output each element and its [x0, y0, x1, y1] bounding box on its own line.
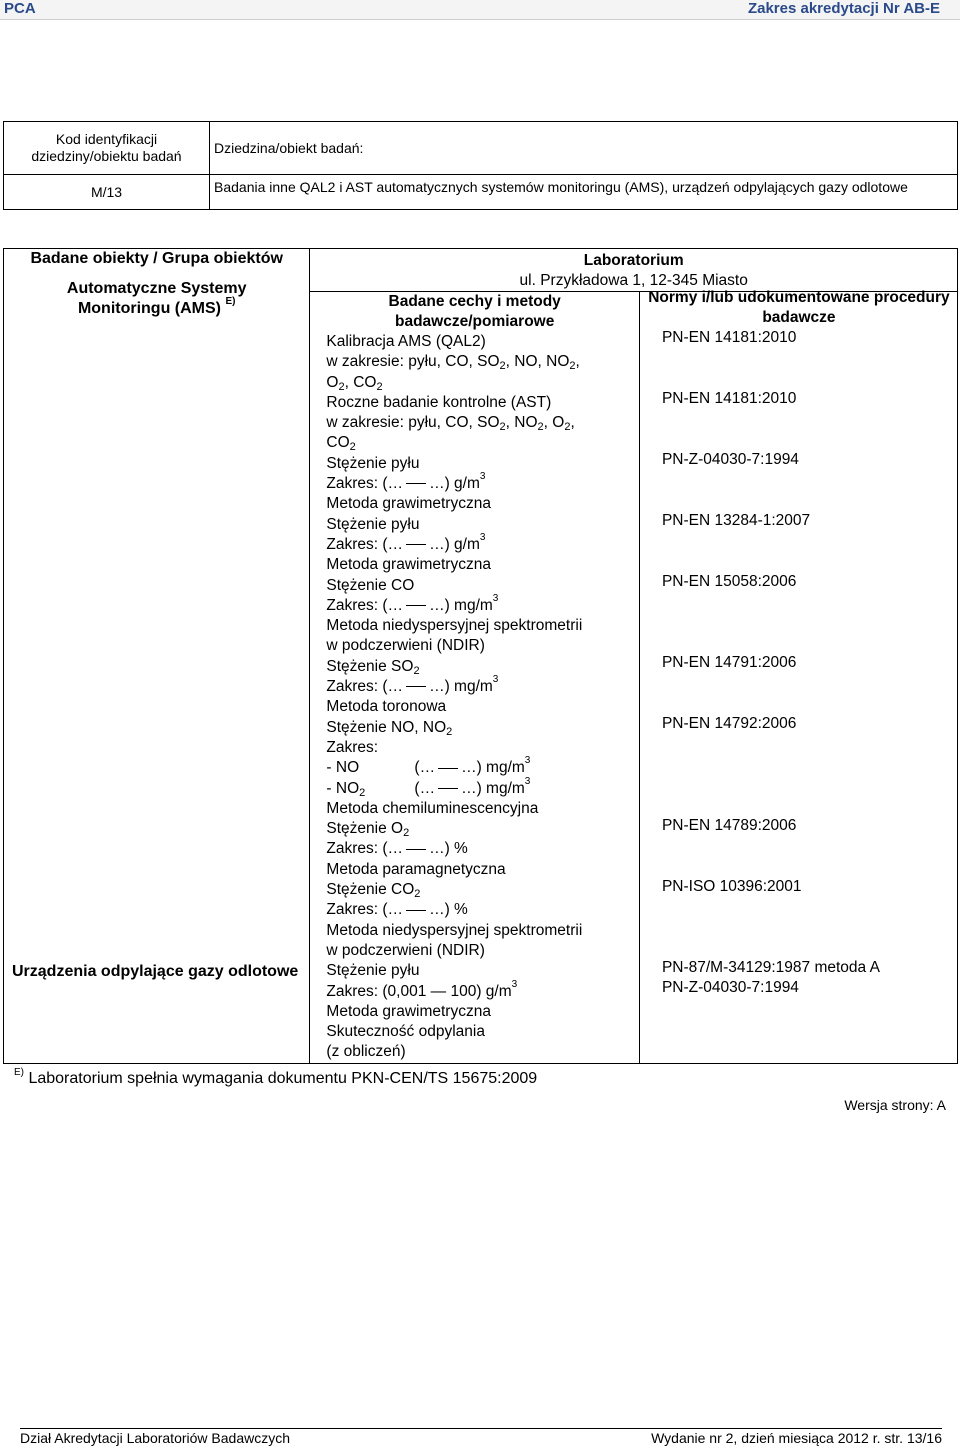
norm-11: PN-Z-04030-7:1994 [661, 979, 799, 996]
footnote: $^{E)}$ Laboratorium spełnia wymagania dokumentu PKN-CEN/TS 15675:2009 [14, 1067, 538, 1087]
code-label: Kod identyfikacji dziedziny/obiektu badań [4, 122, 210, 175]
method-o2: Stężenie $O_2$ Zakres: (… …) % Metoda paramagnetyczna [326, 820, 506, 878]
method-dust-2: Stężenie pyłu Zakres: (… …) $g/m^3$ Metoda grawimetryczna [326, 515, 491, 574]
method-co: Stężenie CO Zakres: (… …) $mg/m^3$ Metoda niedyspersyjnej spektrometrii w podczerwieni (NDIR) [326, 576, 583, 655]
footer-department: Dział Akredytacji Laboratoriów Badawczych [20, 1430, 291, 1446]
objects-header: Badane obiekty / Grupa obiektów [30, 250, 283, 267]
norm-7: PN-EN 14792:2006 [661, 715, 797, 732]
header-org: PCA [4, 0, 36, 17]
norms-column [639, 289, 957, 1064]
field-value: Badania inne QAL2 i AST automatycznych systemów monitoringu (AMS), urządzeń odpylających gazy odlotowe [210, 175, 958, 210]
page-footer [20, 1428, 942, 1446]
identification-table [3, 121, 958, 210]
norm-2: PN-EN 14181:2010 [661, 390, 797, 407]
norms-header: Normy i/lub udokumentowane procedury badawcze [648, 289, 950, 326]
header-title: Zakres akredytacji Nr AB-E [747, 0, 940, 17]
code-value: M/13 [4, 175, 210, 210]
norm-5: PN-EN 15058:2006 [661, 573, 797, 590]
page-header [0, 0, 960, 20]
objects-column [4, 249, 310, 1064]
norm-1: PN-EN 14181:2010 [661, 329, 797, 346]
field-label: Dziedzina/obiekt badań: [210, 122, 958, 175]
norm-8: PN-EN 14789:2006 [661, 817, 797, 834]
lab-title: Laboratorium [583, 252, 684, 269]
page-version: Wersja strony: A [844, 1097, 946, 1113]
scope-table [3, 248, 958, 1064]
norm-4: PN-EN 13284-1:2007 [661, 512, 811, 529]
methods-column [310, 292, 640, 1064]
methods-header: Badane cechy i metody badawcze/pomiarowe [388, 293, 561, 330]
method-co2: Stężenie $CO_2$ Zakres: (… …) % Metoda niedyspersyjnej spektrometrii w podczerwieni (NDIR) [326, 881, 583, 959]
lab-header [310, 249, 958, 292]
norm-10: PN-87/M-34129:1987 metoda A [661, 959, 880, 976]
norm-9: PN-ISO 10396:2001 [661, 878, 802, 895]
method-ast: Roczne badanie kontrolne (AST) w zakresie: pyłu, CO, $SO_2$, $NO_2$, $O_2$, $CO_2$ [326, 393, 575, 454]
norm-3: PN-Z-04030-7:1994 [661, 451, 799, 468]
method-dust-efficiency: Stężenie pyłu Zakres: (0,001 — 100) $g/m^3$ Metoda grawimetryczna Skuteczność odpylania (z obliczeń) [326, 962, 518, 1061]
object-ams: Automatyczne Systemy Monitoringu (AMS) $^{E)}$ [66, 280, 247, 317]
method-nox: Stężenie NO, $NO_2$ Zakres: - NO (… …) $mg/m^3$ - $NO_2$ (… …) $mg/m^3$ Metoda chemiluminescencyjna [326, 718, 539, 817]
method-dust-1: Stężenie pyłu Zakres: (… …) $g/m^3$ Metoda grawimetryczna [326, 454, 491, 513]
norm-6: PN-EN 14791:2006 [661, 654, 797, 671]
object-dust-collectors: Urządzenia odpylające gazy odlotowe [12, 963, 299, 980]
method-so2: Stężenie $SO_2$ Zakres: (… …) $mg/m^3$ Metoda toronowa [326, 657, 499, 716]
method-qal2: Kalibracja AMS (QAL2) w zakresie: pyłu, CO, $SO_2$, NO, $NO_2$, $O_2$, $CO_2$ [326, 333, 580, 393]
footer-edition: Wydanie nr 2, dzień miesiąca 2012 r. str. 13/16 [651, 1430, 942, 1446]
lab-address: ul. Przykładowa 1, 12-345 Miasto [519, 272, 748, 289]
